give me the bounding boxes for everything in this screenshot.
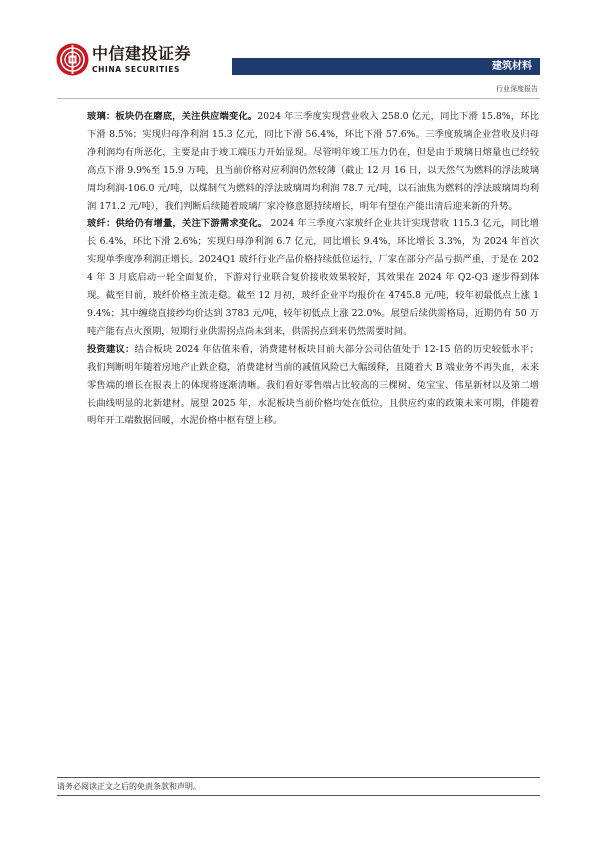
section-text: 结合板块 2024 年估值来看，消费建材板块目前大部分公司估值处于 12-15 倍的历史较低水平；我们判断明年随着房地产止跌企稳，消费建材当前的减值风险已大幅缓释，且随着大 B 端业务不再失血，未来零售端的增长在报表上的体现将逐渐清晰。我们看好零售端占比较高的三棵树、兔宝宝、伟星新材以及第二增长曲线明显的北新建材。展望 2025 年，水泥板块当前价格均处在低位，且供应约束的政策未来可期，伴随着明年开工端数据回暖，水泥价格中枢有望上移。 <box>87 343 539 427</box>
sector-banner <box>232 58 540 75</box>
section-text: 2024 年三季度六家玻纤企业共计实现营收 115.3 亿元，同比增长 6.4%，环比下滑 2.6%；实现归母净利润 6.7 亿元，同比增长 9.4%，环比增长 3.3%，为 2024 年首次实现单季度净利润正增长。2024Q1 玻纤行业产品价格持续低位运行，厂家在部分产品亏损严重，于是在 2024 年 3 月底启动一轮全面复价，下游对行业联合复价接收效果较好，其效果在 2024 年 Q2-Q3 逐步得到体现。截至目前，玻纤价格主流走稳。截至 12 月初，玻纤企业平均报价在 4745.8 元/吨，较年初最低点上涨 19.4%；其中缠绕直接纱均价达到 3783 元/吨，较年初低点上涨 22.0%。展望后续供需格局，近期仍有 50 万吨产能有点火预期，短期行业供需拐点尚未到来，供需拐点到来仍然需要时间。 <box>87 218 539 337</box>
section-glass <box>87 108 539 215</box>
footer-divider-top <box>57 777 540 778</box>
report-type-label: 行业深度报告 <box>496 85 538 93</box>
section-heading: 玻纤：供给仍有增量，关注下游需求变化。 <box>87 218 268 230</box>
section-text: 2024 年三季度实现营业收入 258.0 亿元，同比下滑 15.8%，环比下滑 8.5%；实现归母净利润 15.3 亿元，同比下滑 56.4%，环比下滑 57.6%。三季度玻璃企业营收及归母净利润均有所恶化，主要是由于竣工端压力开始显现。尽管明年竣工压力仍在，但是由于玻璃日熔量也已经较高点下滑 9.9%至 15.9 万吨，且当前价格对应利润仍然较薄（截止 12 月 16 日，以天然气为燃料的浮法玻璃周均利润-106.0 元/吨，以煤制气为燃料的浮法玻璃周均利润 78.7 元/吨，以石油焦为燃料的浮法玻璃周均利润 171.2 元/吨），我们判断后续随着玻璃厂家冷修意愿持续增长，明年有望在产能出清后迎来新的升势。 <box>87 111 539 212</box>
section-heading: 投资建议： <box>87 343 135 355</box>
footer-divider-bottom <box>57 795 540 796</box>
china-securities-logo-icon <box>56 43 89 76</box>
header-divider <box>57 98 540 99</box>
brand-name-cn: 中信建投证券 <box>92 44 192 63</box>
footer-disclaimer: 请务必阅读正文之后的免责条款和声明。 <box>57 782 201 791</box>
section-investment-advice <box>87 341 539 431</box>
brand-name-en: CHINA SECURITIES <box>92 65 180 74</box>
section-glass-fiber <box>87 215 539 340</box>
section-heading: 玻璃：板块仍在磨底，关注供应端变化。 <box>87 111 258 122</box>
report-body <box>87 108 539 430</box>
sector-label: 建筑材料 <box>492 61 532 72</box>
